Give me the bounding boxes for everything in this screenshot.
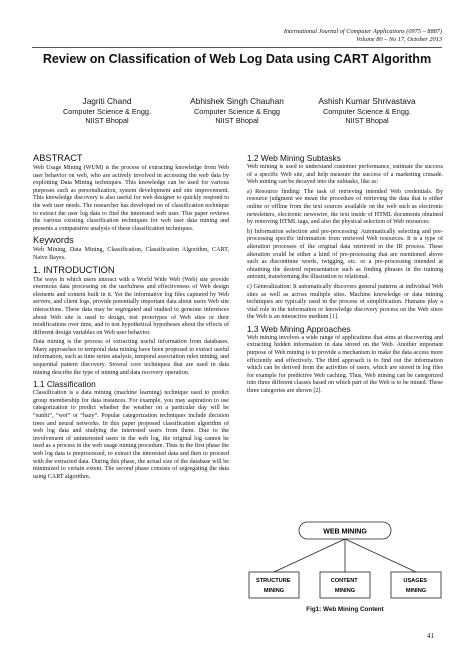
author-inst: NIIST Bhopal — [85, 116, 129, 125]
subtask-c: c) Generalization: It automatically discovers general patterns at individual Web sites as well as across multiple sites. Machine knowledge or data mining techniques are typically used in the process of simplification. Humans play a vital role in the information or knowledge discovery process on the Web since the Web is an interactive medium [1]. — [247, 283, 443, 321]
classification-paragraph: Classification is a data mining (machine learning) technique used to predict group membership for data instances. For example, you may aspiration to use categorization to predict whether the weather on a particular day will be “sunlit”, “wet” or “hazy”. Popular categorization techniques include decision trees and neural networks. In this paper proposed classification algorithm of web log data and studying the interested users from them. Due to the involvement of uninterested users in the web log, the original log cannot be used as a process in the web usage mining procedure. Thus in the first phase the web log data is preprocessed, to extract the interested data and then to proceed with the extracted data. During this phase, the actual size of the database will be minimized to certain extent. The second phase consists of segregating the data using CART algorithm. — [33, 390, 229, 480]
subtasks-intro: Web mining is used to understand customer performance, estimate the success of a specific Web site, and help measure the success of a marketing crusade. Web mining can be decayed into the subtasks, like as: — [247, 164, 443, 186]
subtask-b: b) Information selection and pre-processing: Automatically selecting and pre-processing specific information from retrieved Web resources. It is a type of alteration processes of the original data retrieved in the IR process. These alteration could be either a kind of pre-processing that are mentioned above such as discontinue words, twigging, etc. or a pre-processing intended at obtaining the desired representation such as finding phrases in the training amount, transforming the illustration to relational. — [247, 228, 443, 281]
edge-structure — [274, 539, 345, 572]
content-mining-line: MINING — [334, 588, 356, 594]
approaches-paragraph: Web mining involves a wide range of applications that aims at discovering and extracting hidden information in data stored on the Web. Another important purpose of Web mining is to provide a mechanism to make the data access more efficiently and effectively. The third approach is to find out the information which can be derived from the activities of users, which are stored in log files for example for predictive Web caching. Thus, Web mining can be categorized into three different classes based on which part of the Web is to be mined. These three categories are shown [2]. — [247, 334, 443, 395]
keywords-text: Web Mining, Data Mining, Classification, Classification Algorithm, CART, Naive Bayes. — [33, 247, 229, 261]
author-inst: NIIST Bhopal — [345, 116, 389, 125]
author-1 — [32, 97, 182, 125]
introduction-paragraph-1: The ways in which users interact with a World Wide Web (Web) site provide enormous data processing on the usefulness and effectiveness of Web design elements and content built in it. Yet the informative log files captured by Web servers, and client logs, provide potentially important data about users Web site interactions. These data may be segregated and studied to generate inferences about Web site is used to design, test prototypes of Web sites or their modifications over time, and to test hypothetical hypotheses about the effects of different design variables on Web user behavior. — [33, 276, 229, 336]
abstract-text: Web Usage Mining (WUM) is the process of extracting knowledge from Web user behavior on web, who are actively involved in accessing the web data by exploiting Data Mining techniques. This knowledge can be used for various purposes such as personalization, system development and site improvement. This knowledge discovery is also useful for web designer to quickly respond to the web user needs. The researcher has developed no of classification technique to extract the user log data to find the interested web user. This paper reviews the various existing classification techniques for web user data mining and presents a comparative analysis of these classification techniques. — [33, 165, 229, 232]
author-dept: Computer Science & Engg — [194, 107, 280, 116]
structure-mining-line: STRUCTURE — [255, 578, 291, 584]
author-block — [32, 97, 442, 133]
author-name: Jagriti Chand — [82, 96, 132, 106]
paper-title: Review on Classification of Web Log Data using CART Algorithm — [42, 52, 432, 66]
introduction-heading: 1. INTRODUCTION — [33, 264, 115, 275]
usages-mining-box — [391, 572, 441, 598]
root-node-label: WEB MINING — [323, 528, 367, 536]
usages-mining-line: USAGES — [403, 578, 428, 584]
author-dept: Computer Science & Engg. — [322, 107, 411, 116]
journal-volume: Volume 80 – No 17, October 2013 — [356, 35, 442, 43]
author-3 — [292, 97, 442, 125]
author-dept: Computer Science & Engg. — [62, 107, 151, 116]
author-name: Ashish Kumar Shrivastava — [318, 96, 416, 106]
content-mining-box — [320, 572, 370, 598]
usages-mining-line: MINING — [405, 588, 427, 594]
subtasks-heading: 1.2 Web Mining Subtasks — [247, 153, 341, 163]
author-2 — [162, 97, 312, 125]
content-mining-line: CONTENT — [330, 578, 358, 584]
left-column — [33, 151, 229, 483]
keywords-heading: Keywords — [33, 235, 74, 246]
approaches-heading: 1.3 Web Mining Approaches — [247, 323, 351, 334]
abstract-heading: ABSTRACT — [33, 153, 83, 163]
structure-mining-line: MINING — [263, 588, 285, 594]
figure-caption: Fig1: Web Mining Content — [306, 606, 384, 613]
introduction-paragraph-2: Data mining is the process of extracting useful information from databases. Many approaches to temporal data mining have been proposed to extract useful information, such as time series analysis, temporal association rules mining, and sequential pattern discovery. Several core techniques that are used in data mining describe the type of mining and data recovery operation. — [33, 339, 229, 376]
page-number: 41 — [427, 632, 434, 640]
web-mining-figure — [247, 518, 443, 623]
right-column — [247, 151, 443, 398]
edge-usages — [345, 539, 416, 572]
classification-heading: 1.1 Classification — [33, 379, 96, 390]
author-name: Abhishek Singh Chauhan — [190, 96, 284, 106]
web-mining-diagram — [247, 518, 443, 606]
subtask-a: a) Resource finding: The task of retrieving intended Web credentials. By resource judgment we mean the procedure of retrieving the data that is either online or offline from the text sources available on the web such as electronic newsletters, electronic newswire, the text inside of HTML documents obtained by removing HTML tags, and also the physical selection of Web resources. — [247, 188, 443, 226]
author-inst: NIIST Bhopal — [215, 116, 259, 125]
journal-header — [142, 28, 442, 43]
structure-mining-box — [249, 572, 299, 598]
journal-name: International Journal of Computer Applications (0975 – 8887) — [283, 28, 442, 35]
header-rule — [32, 47, 442, 48]
